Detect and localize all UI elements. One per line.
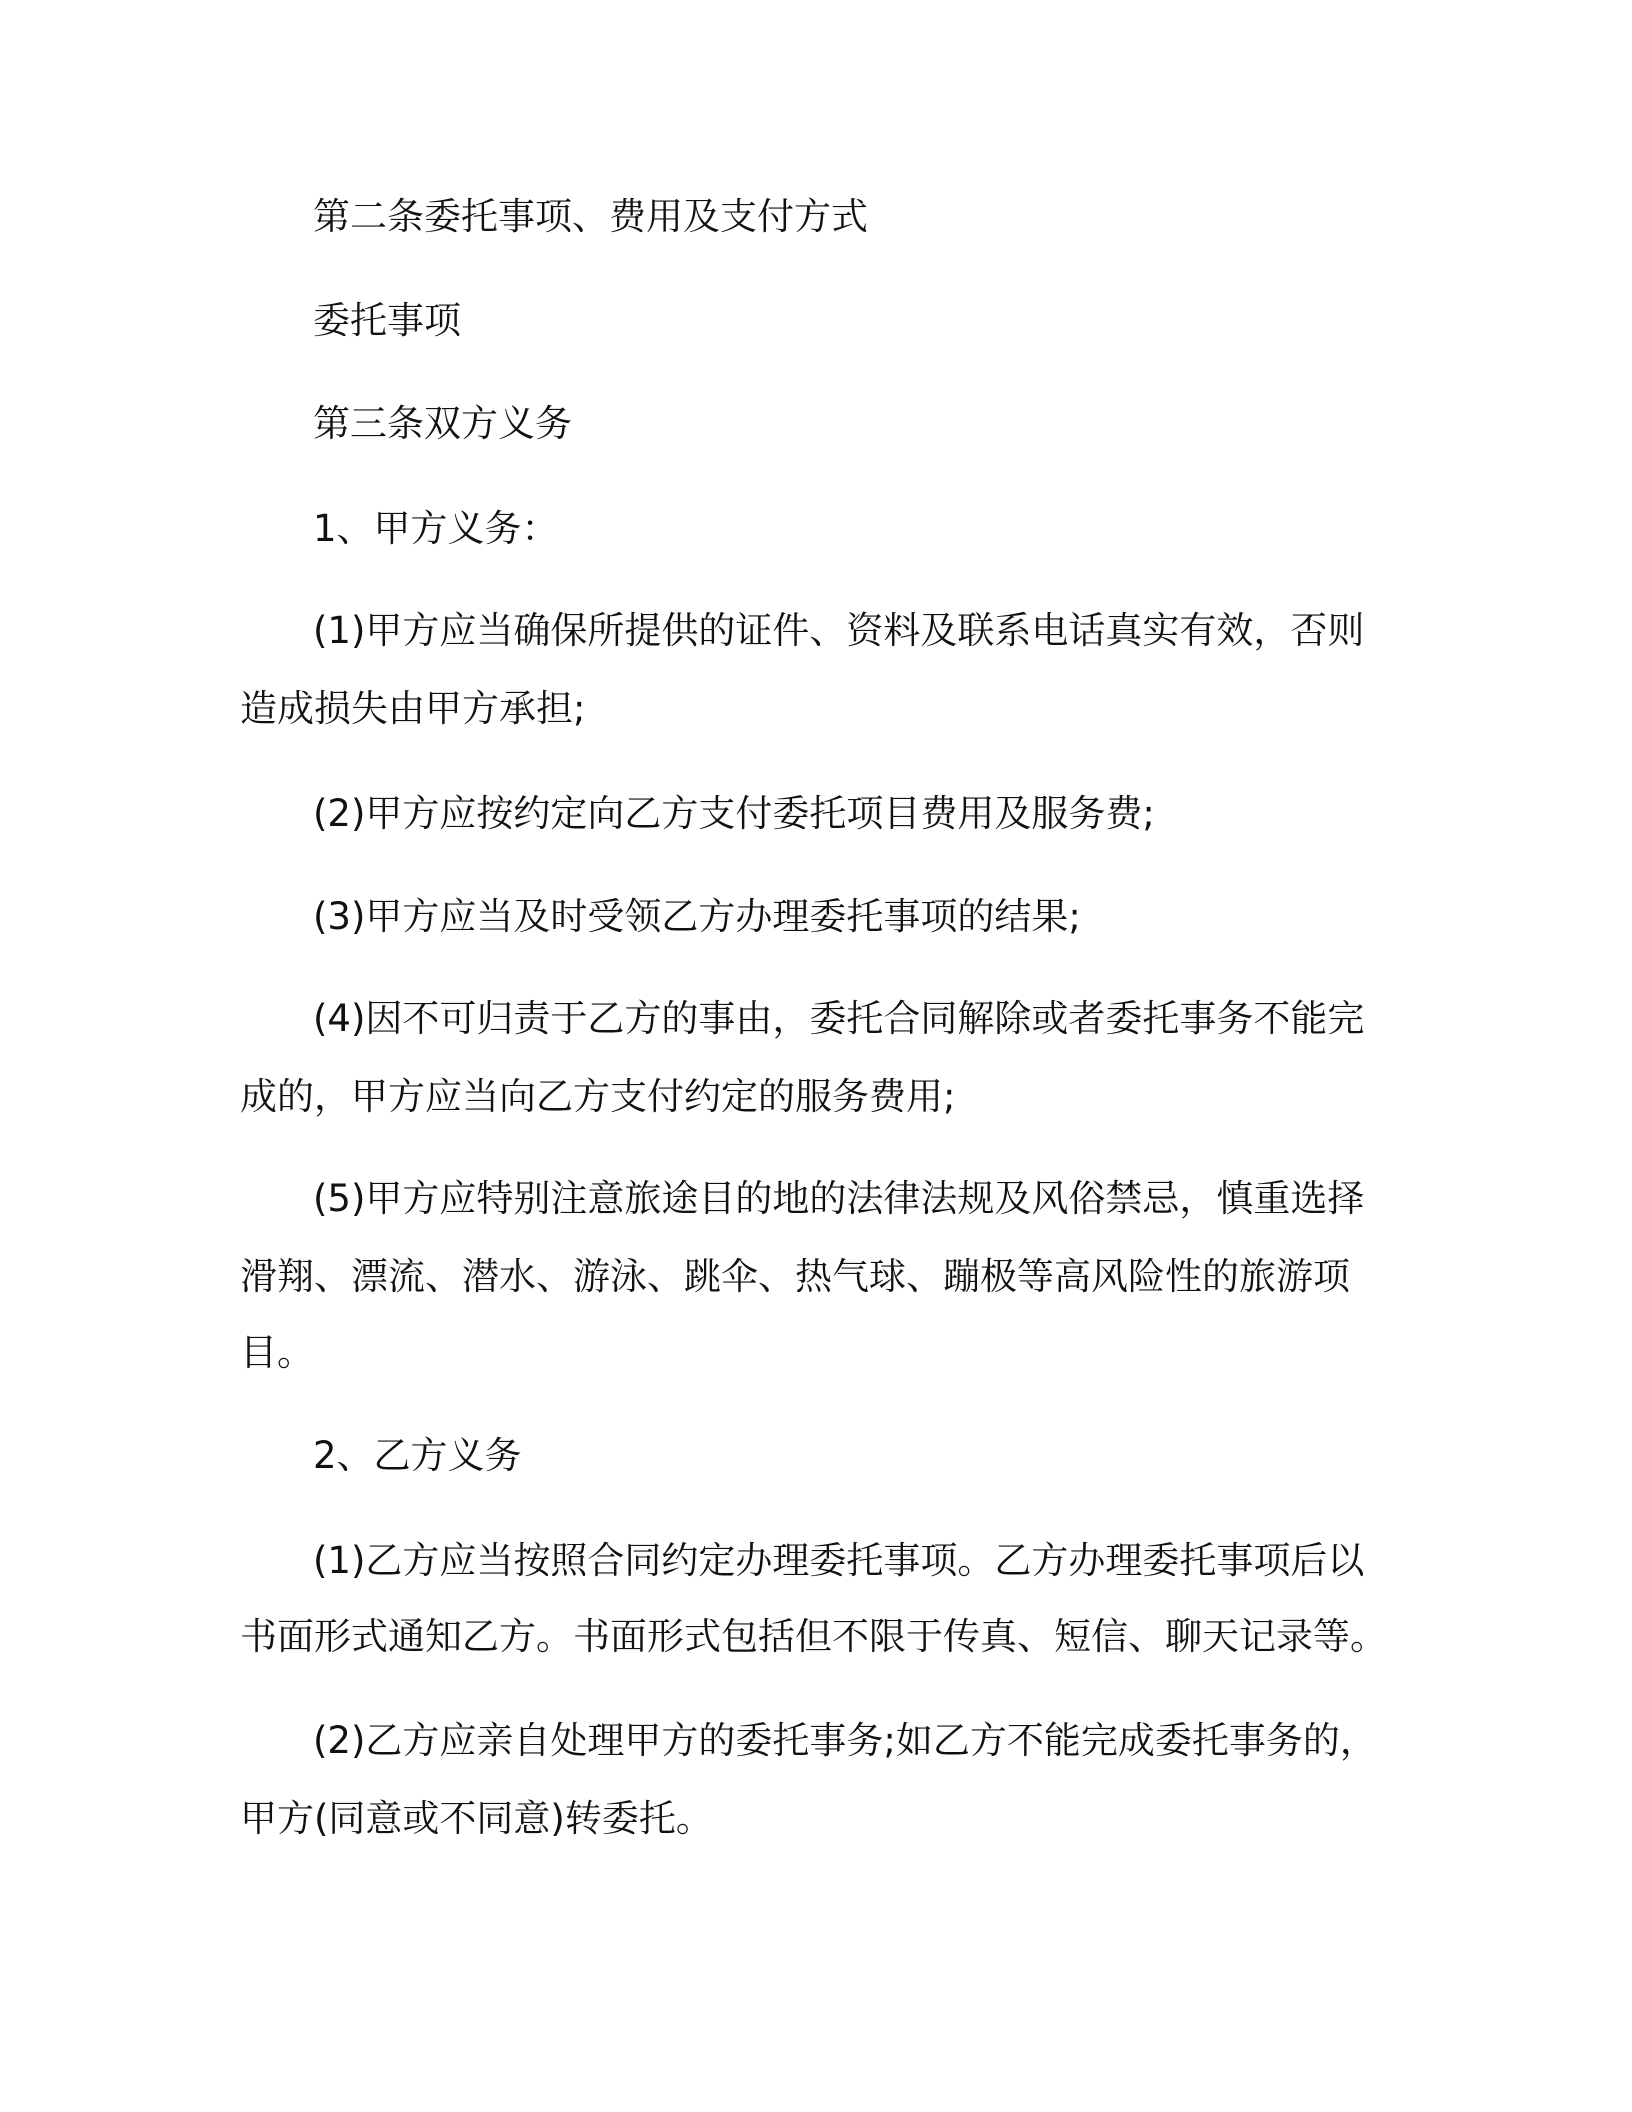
- paragraph-line: (2)乙方应亲自处理甲方的委托事务;如乙方不能完成委托事务的，: [313, 1719, 1377, 1762]
- paragraph-line: 书面形式通知乙方。书面形式包括但不限于传真、短信、聊天记录等。: [240, 1615, 1387, 1658]
- paragraph-line: 造成损失由甲方承担;: [240, 687, 586, 730]
- paragraph-line: (3)甲方应当及时受领乙方办理委托事项的结果;: [313, 895, 1081, 938]
- subheading-party-a-obligations: 1、甲方义务：: [313, 507, 559, 550]
- subheading-entrusted-matters: 委托事项: [313, 299, 461, 342]
- paragraph-line: 甲方(同意或不同意)转委托。: [240, 1797, 713, 1840]
- paragraph-line: (2)甲方应按约定向乙方支付委托项目费用及服务费;: [313, 792, 1155, 835]
- paragraph-line: (4)因不可归责于乙方的事由，委托合同解除或者委托事务不能完: [313, 997, 1365, 1040]
- paragraph-line: 成的，甲方应当向乙方支付约定的服务费用;: [240, 1075, 956, 1118]
- paragraph-line: (1)甲方应当确保所提供的证件、资料及联系电话真实有效，否则: [313, 609, 1365, 652]
- heading-article-3: 第三条双方义务: [313, 402, 572, 445]
- heading-article-2: 第二条委托事项、费用及支付方式: [313, 195, 868, 238]
- paragraph-line: 目。: [240, 1331, 314, 1374]
- paragraph-line: 滑翔、漂流、潜水、游泳、跳伞、热气球、蹦极等高风险性的旅游项: [240, 1255, 1350, 1298]
- paragraph-line: (5)甲方应特别注意旅途目的地的法律法规及风俗禁忌，慎重选择: [313, 1177, 1365, 1220]
- paragraph-line: (1)乙方应当按照合同约定办理委托事项。乙方办理委托事项后以: [313, 1539, 1365, 1582]
- subheading-party-b-obligations: 2、乙方义务: [313, 1434, 522, 1477]
